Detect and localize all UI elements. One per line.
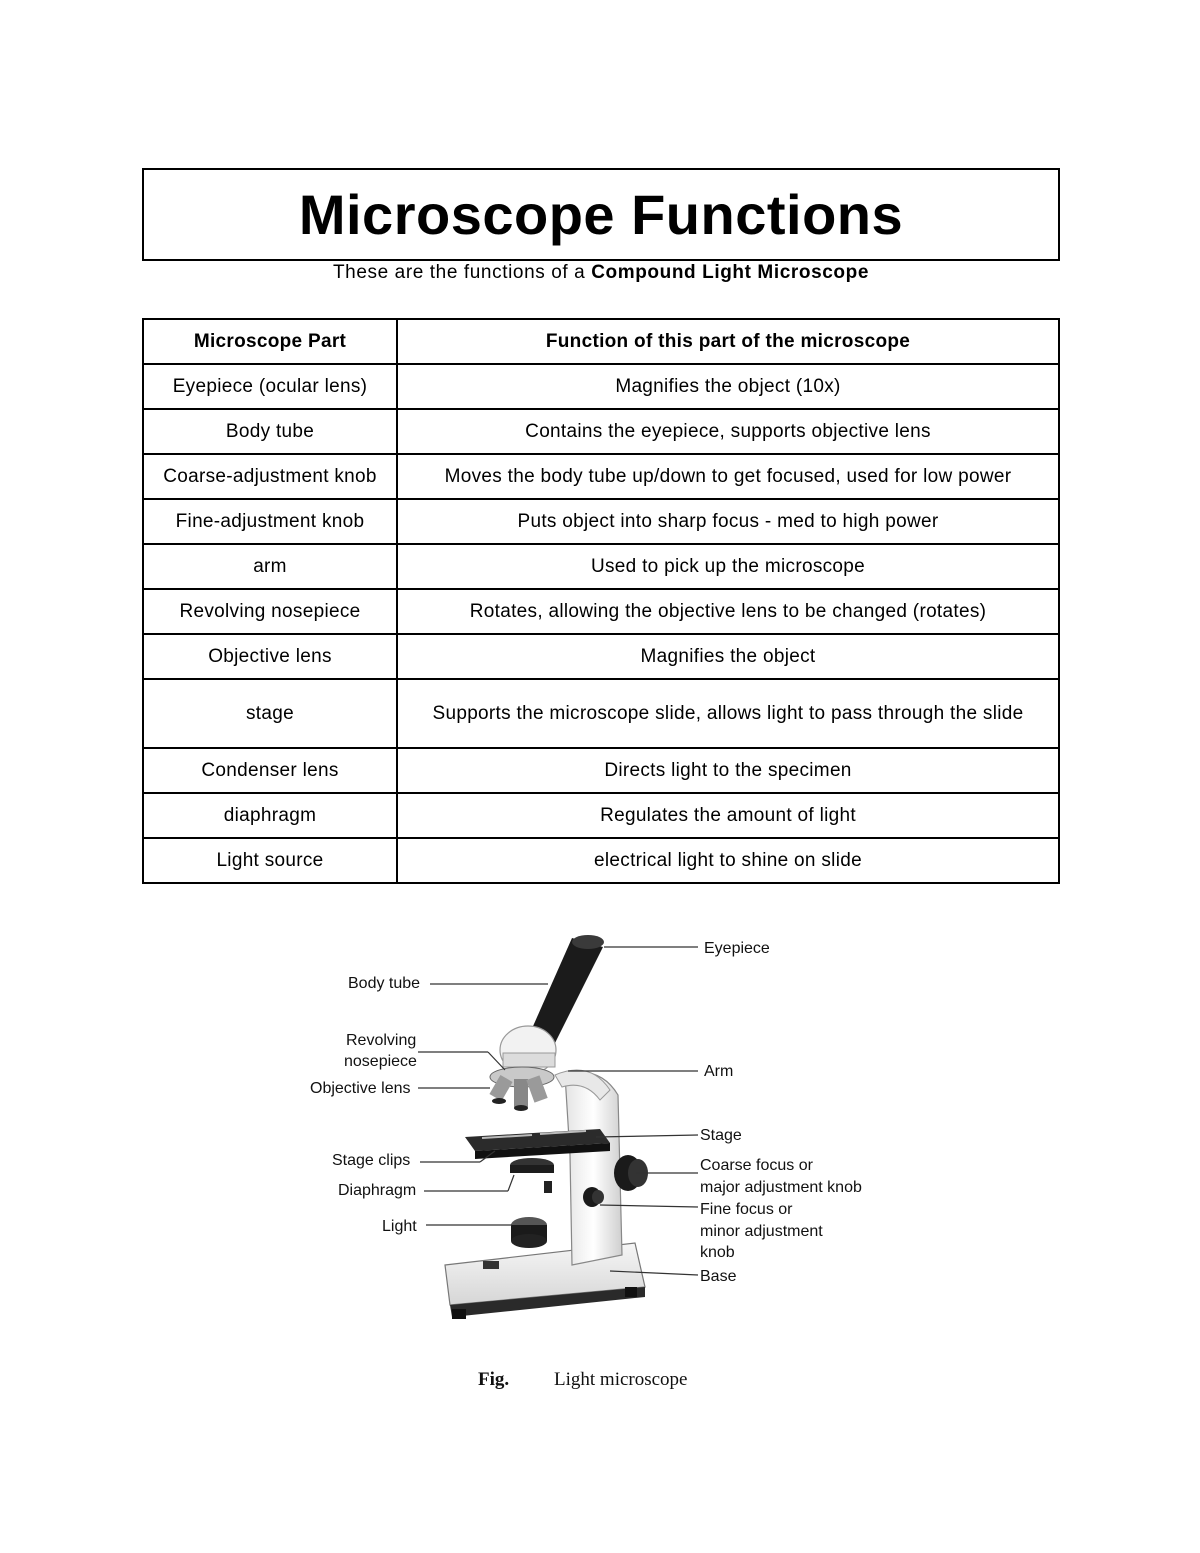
label-revolving-2: nosepiece [344,1053,417,1070]
table-row [143,589,1059,634]
label-revolving-1: Revolving [346,1032,417,1049]
part-cell: Condenser lens [143,748,397,793]
part-cell: Coarse-adjustment knob [143,454,397,499]
label-fine-3: knob [700,1244,735,1261]
label-objective-lens: Objective lens [310,1080,411,1097]
part-cell: Revolving nosepiece [143,589,397,634]
function-cell: Supports the microscope slide, allows light to pass through the slide [397,679,1059,748]
part-cell: Light source [143,838,397,883]
table-row [143,679,1059,748]
part-cell: stage [143,679,397,748]
subtitle-emphasis: Compound Light Microscope [591,262,870,283]
label-fine-2: minor adjustment [700,1223,823,1240]
label-light: Light [382,1218,417,1235]
function-cell: Magnifies the object (10x) [397,364,1059,409]
microscope-figure [300,925,900,1405]
part-cell: Body tube [143,409,397,454]
table-row [143,748,1059,793]
label-coarse-2: major adjustment knob [700,1179,862,1196]
function-cell: Puts object into sharp focus - med to high power [397,499,1059,544]
figure-caption-prefix: Fig. [478,1369,510,1390]
microscope-illustration [445,935,648,1319]
function-cell: electrical light to shine on slide [397,838,1059,883]
function-cell: Directs light to the specimen [397,748,1059,793]
subtitle [142,262,1060,284]
header-function: Function of this part of the microscope [397,319,1059,364]
function-cell: Rotates, allowing the objective lens to be changed (rotates) [397,589,1059,634]
function-cell: Used to pick up the microscope [397,544,1059,589]
label-fine-1: Fine focus or [700,1201,793,1218]
figure-caption-text: Light microscope [554,1369,688,1390]
label-base: Base [700,1268,737,1285]
part-cell: Fine-adjustment knob [143,499,397,544]
label-coarse-1: Coarse focus or [700,1157,813,1174]
label-eyepiece: Eyepiece [704,940,770,957]
page-title: Microscope Functions [298,183,904,246]
label-stage-clips: Stage clips [332,1152,411,1169]
table-row [143,364,1059,409]
function-cell: Contains the eyepiece, supports objective lens [397,409,1059,454]
title-box [142,168,1060,261]
table-row [143,634,1059,679]
table-row [143,793,1059,838]
microscope-diagram [300,925,900,1405]
table-row [143,838,1059,883]
table-header-row [143,319,1059,364]
microscope-parts-table [142,318,1060,884]
table-row [143,544,1059,589]
label-body-tube: Body tube [348,975,421,992]
function-cell: Regulates the amount of light [397,793,1059,838]
table-row [143,409,1059,454]
function-cell: Moves the body tube up/down to get focused, used for low power [397,454,1059,499]
header-part: Microscope Part [143,319,397,364]
part-cell: Eyepiece (ocular lens) [143,364,397,409]
label-arm: Arm [704,1063,734,1080]
subtitle-prefix: These are the functions of a [332,262,592,283]
table-row [143,454,1059,499]
table-row [143,499,1059,544]
function-cell: Magnifies the object [397,634,1059,679]
part-cell: Objective lens [143,634,397,679]
label-diaphragm: Diaphragm [338,1182,417,1199]
label-stage: Stage [700,1127,742,1144]
part-cell: arm [143,544,397,589]
part-cell: diaphragm [143,793,397,838]
